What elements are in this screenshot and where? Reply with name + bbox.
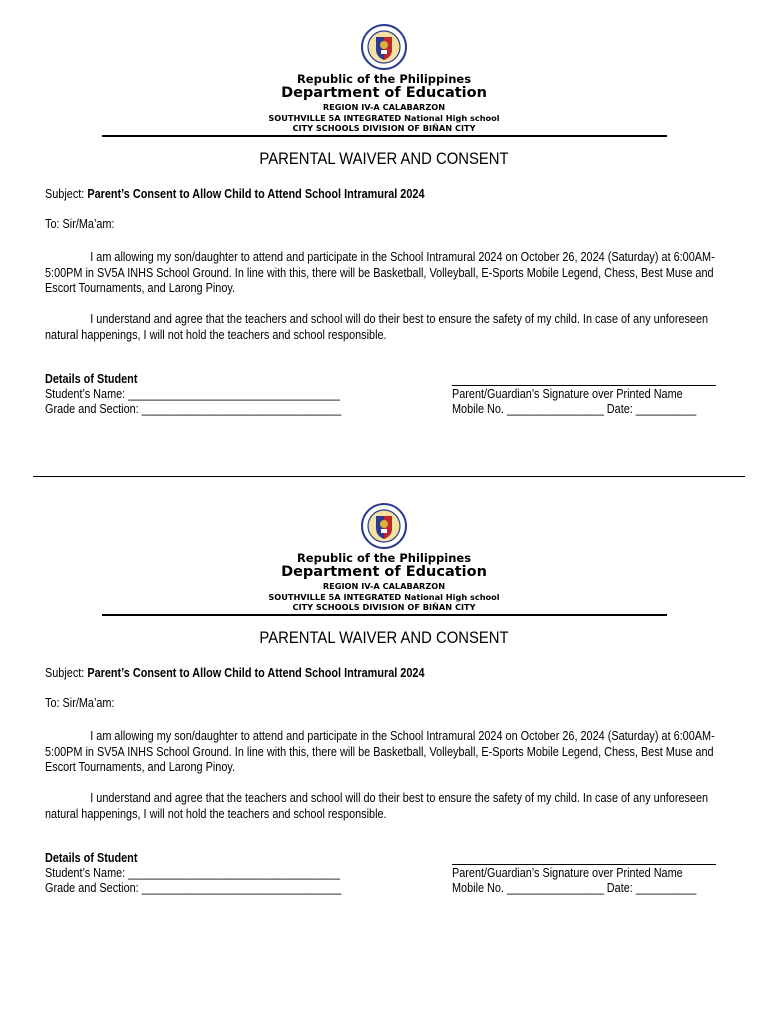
paragraph-1	[45, 729, 719, 776]
signature-label: Parent/Guardian’s Signature over Printed Name	[452, 387, 683, 401]
division-line: CITY SCHOOLS DIVISION OF BIÑAN CITY	[292, 602, 476, 612]
mobile-date-field[interactable]: Mobile No. ________________ Date: __________	[452, 402, 697, 416]
paragraph-2	[45, 791, 719, 822]
grade-section-field[interactable]: Grade and Section: _________________________________	[45, 881, 342, 895]
subject-line	[45, 187, 424, 201]
student-name-field[interactable]: Student’s Name: ___________________________________	[45, 866, 340, 880]
subject-label: Subject:	[45, 666, 85, 680]
details-heading: Details of Student	[45, 372, 138, 386]
subject-text: Parent’s Consent to Allow Child to Attend School Intramural 2024	[87, 187, 425, 201]
paragraph-2-text: I understand and agree that the teachers and school will do their best to ensure the safety of my child. In case of any unforeseen natural happenings, I will not hold the teachers and school responsible.	[45, 791, 709, 821]
paragraph-1-text: I am allowing my son/daughter to attend and participate in the School Intramural 2024 on October 26, 2024 (Saturday) at 6:00AM-5:00PM in SV5A INHS School Ground. In line with this, there will be Basketball, Volleyball, E-Sports Mobile Legend, Chess, Best Muse and Escort Tournaments, and Larong Pinoy.	[45, 250, 715, 296]
deped-seal-icon	[361, 503, 407, 549]
paragraph-1-text: I am allowing my son/daughter to attend and participate in the School Intramural 2024 on October 26, 2024 (Saturday) at 6:00AM-5:00PM in SV5A INHS School Ground. In line with this, there will be Basketball, Volleyball, E-Sports Mobile Legend, Chess, Best Muse and Escort Tournaments, and Larong Pinoy.	[45, 729, 715, 775]
subject-label: Subject:	[45, 187, 85, 201]
salutation: To: Sir/Ma’am:	[45, 696, 115, 710]
republic-line: Republic of the Philippines	[296, 72, 472, 86]
region-line: REGION IV-A CALABARZON	[322, 102, 446, 112]
department-line: Department of Education	[281, 85, 487, 101]
signature-label: Parent/Guardian’s Signature over Printed Name	[452, 866, 683, 880]
division-line: CITY SCHOOLS DIVISION OF BIÑAN CITY	[292, 123, 476, 133]
grade-section-field[interactable]: Grade and Section: _________________________________	[45, 402, 342, 416]
department-line: Department of Education	[281, 564, 487, 580]
paragraph-2	[45, 312, 719, 343]
region-line: REGION IV-A CALABARZON	[322, 581, 446, 591]
details-heading: Details of Student	[45, 851, 138, 865]
waiver-slip-1	[0, 24, 768, 494]
paragraph-1	[45, 250, 719, 297]
document-title: PARENTAL WAIVER AND CONSENT	[259, 150, 509, 168]
republic-line: Republic of the Philippines	[296, 551, 472, 565]
deped-seal-icon	[361, 24, 407, 70]
salutation: To: Sir/Ma’am:	[45, 217, 115, 231]
subject-line	[45, 666, 424, 680]
student-name-field[interactable]: Student’s Name: ___________________________________	[45, 387, 340, 401]
signature-line[interactable]	[452, 864, 716, 865]
school-line: SOUTHVILLE 5A INTEGRATED National High school	[268, 591, 500, 602]
signature-line[interactable]	[452, 385, 716, 386]
cut-line	[33, 476, 745, 477]
document-title: PARENTAL WAIVER AND CONSENT	[259, 629, 509, 647]
subject-text: Parent’s Consent to Allow Child to Attend School Intramural 2024	[87, 666, 425, 680]
header-rule	[102, 614, 667, 616]
waiver-slip-2	[0, 503, 768, 973]
header-rule	[102, 135, 667, 137]
school-line: SOUTHVILLE 5A INTEGRATED National High school	[268, 112, 500, 123]
mobile-date-field[interactable]: Mobile No. ________________ Date: __________	[452, 881, 697, 895]
paragraph-2-text: I understand and agree that the teachers and school will do their best to ensure the safety of my child. In case of any unforeseen natural happenings, I will not hold the teachers and school responsible.	[45, 312, 709, 342]
